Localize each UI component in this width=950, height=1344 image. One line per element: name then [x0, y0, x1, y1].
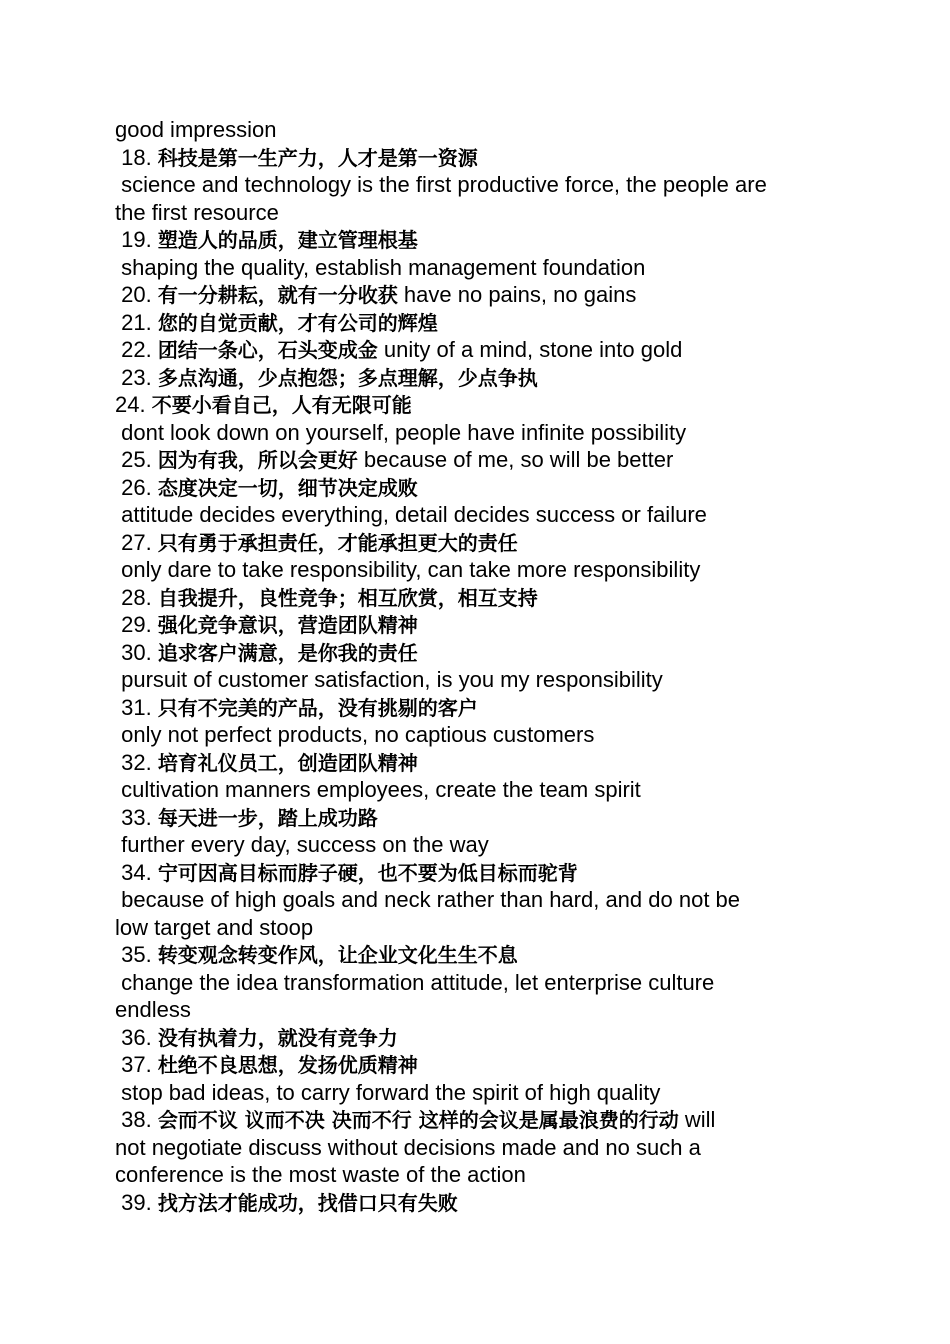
chinese-slogan: 团结一条心，石头变成金	[157, 338, 378, 362]
chinese-slogan: 杜绝不良思想，发扬优质精神	[157, 1053, 418, 1077]
chinese-slogan: 塑造人的品质，建立管理根基	[157, 228, 418, 252]
chinese-slogan: 培育礼仪员工，创造团队精神	[157, 750, 418, 775]
english-translation: not negotiate discuss without decisions made and no such a	[115, 1134, 701, 1160]
chinese-slogan: 您的自觉贡献，才有公司的辉煌	[157, 310, 438, 335]
text-line	[115, 391, 835, 419]
text-line	[115, 474, 835, 502]
item-number: 29.	[115, 612, 158, 637]
text-line	[115, 529, 835, 557]
english-translation: unity of a mind, stone into gold	[377, 337, 683, 362]
item-number: 25.	[115, 447, 158, 472]
english-translation: attitude decides everything, detail decides success or failure	[115, 502, 707, 527]
chinese-slogan: 每天进一步，踏上成功路	[157, 805, 378, 830]
english-translation: low target and stoop	[115, 914, 314, 940]
item-number: 39.	[115, 1189, 158, 1215]
text-line	[115, 226, 835, 254]
text-line	[115, 1079, 835, 1107]
document-body	[115, 116, 835, 1216]
text-line	[115, 254, 835, 282]
text-line	[115, 1134, 835, 1162]
item-number: 35.	[115, 942, 158, 967]
text-line	[115, 831, 835, 859]
text-line	[115, 309, 835, 337]
english-translation: the first resource	[115, 199, 279, 225]
text-line	[115, 694, 835, 722]
chinese-slogan: 多点沟通，少点抱怨；多点理解，少点争执	[157, 365, 538, 390]
text-line	[115, 749, 835, 777]
text-line	[115, 1051, 835, 1079]
text-line	[115, 144, 835, 172]
english-translation: stop bad ideas, to carry forward the spirit of high quality	[115, 1079, 661, 1105]
text-line	[115, 281, 835, 309]
text-line	[115, 666, 835, 694]
text-line	[115, 886, 835, 914]
chinese-slogan: 转变观念转变作风，让企业文化生生不息	[157, 943, 518, 967]
chinese-slogan: 只有不完美的产品，没有挑剔的客户	[157, 695, 478, 720]
chinese-slogan: 会而不议 议而不决 决而不行 这样的会议是属最浪费的行动	[157, 1108, 679, 1132]
chinese-slogan: 自我提升，良性竞争；相互欣赏，相互支持	[157, 585, 538, 610]
chinese-slogan: 没有执着力，就没有竞争力	[157, 1025, 398, 1050]
text-line	[115, 969, 835, 997]
english-translation: cultivation manners employees, create the team spirit	[115, 777, 641, 802]
item-number: 33.	[115, 804, 158, 830]
item-number: 26.	[115, 474, 158, 500]
english-translation: shaping the quality, establish management foundation	[115, 254, 646, 280]
english-translation: only dare to take responsibility, can take more responsibility	[115, 557, 701, 582]
item-number: 19.	[115, 227, 158, 252]
item-number: 28.	[115, 584, 158, 610]
chinese-slogan: 追求客户满意，是你我的责任	[157, 640, 418, 665]
text-line	[115, 336, 835, 364]
chinese-slogan: 强化竞争意识，营造团队精神	[157, 613, 418, 637]
item-number: 21.	[115, 309, 158, 335]
english-translation: because of high goals and neck rather than hard, and do not be	[115, 887, 741, 912]
item-number: 20.	[115, 282, 158, 307]
chinese-slogan: 只有勇于承担责任，才能承担更大的责任	[157, 530, 518, 555]
text-line	[115, 639, 835, 667]
english-translation: because of me, so will be better	[357, 447, 674, 472]
item-number: 34.	[115, 859, 158, 885]
text-line	[115, 1024, 835, 1052]
text-line	[115, 556, 835, 584]
chinese-slogan: 不要小看自己，人有无限可能	[151, 393, 412, 417]
english-translation: change the idea transformation attitude, let enterprise culture	[115, 969, 715, 995]
text-line	[115, 199, 835, 227]
chinese-slogan: 有一分耕耘，就有一分收获	[157, 283, 398, 307]
text-line	[115, 611, 835, 639]
text-line	[115, 996, 835, 1024]
item-number: 30.	[115, 639, 158, 665]
english-translation: will	[678, 1107, 716, 1132]
text-line	[115, 446, 835, 474]
english-translation: pursuit of customer satisfaction, is you my responsibility	[115, 667, 663, 692]
text-line	[115, 1106, 835, 1134]
text-line	[115, 364, 835, 392]
item-number: 22.	[115, 337, 158, 362]
chinese-slogan: 因为有我，所以会更好	[157, 448, 358, 472]
chinese-slogan: 态度决定一切，细节决定成败	[157, 475, 418, 500]
text-line	[115, 1189, 835, 1217]
text-line	[115, 1161, 835, 1189]
chinese-slogan: 科技是第一生产力，人才是第一资源	[157, 145, 478, 170]
text-line	[115, 941, 835, 969]
english-translation: conference is the most waste of the action	[115, 1162, 526, 1187]
text-line	[115, 171, 835, 199]
item-number: 18.	[115, 144, 158, 170]
item-number: 32.	[115, 749, 158, 775]
item-number: 37.	[115, 1052, 158, 1077]
english-translation: further every day, success on the way	[115, 832, 489, 857]
text-line	[115, 914, 835, 942]
text-line	[115, 501, 835, 529]
item-number: 24.	[115, 392, 152, 417]
text-line	[115, 859, 835, 887]
english-translation: have no pains, no gains	[397, 282, 637, 307]
item-number: 27.	[115, 529, 158, 555]
text-line	[115, 116, 835, 144]
item-number: 38.	[115, 1107, 158, 1132]
chinese-slogan: 找方法才能成功，找借口只有失败	[157, 1190, 458, 1215]
text-line	[115, 776, 835, 804]
english-translation: only not perfect products, no captious customers	[115, 722, 595, 747]
text-line	[115, 584, 835, 612]
english-translation: good impression	[115, 117, 277, 142]
item-number: 36.	[115, 1024, 158, 1050]
chinese-slogan: 宁可因高目标而脖子硬，也不要为低目标而驼背	[157, 860, 578, 885]
english-translation: dont look down on yourself, people have infinite possibility	[115, 419, 687, 445]
text-line	[115, 419, 835, 447]
english-translation: endless	[115, 997, 191, 1022]
text-line	[115, 804, 835, 832]
item-number: 31.	[115, 694, 158, 720]
item-number: 23.	[115, 364, 158, 390]
english-translation: science and technology is the first productive force, the people are	[115, 172, 767, 197]
text-line	[115, 721, 835, 749]
